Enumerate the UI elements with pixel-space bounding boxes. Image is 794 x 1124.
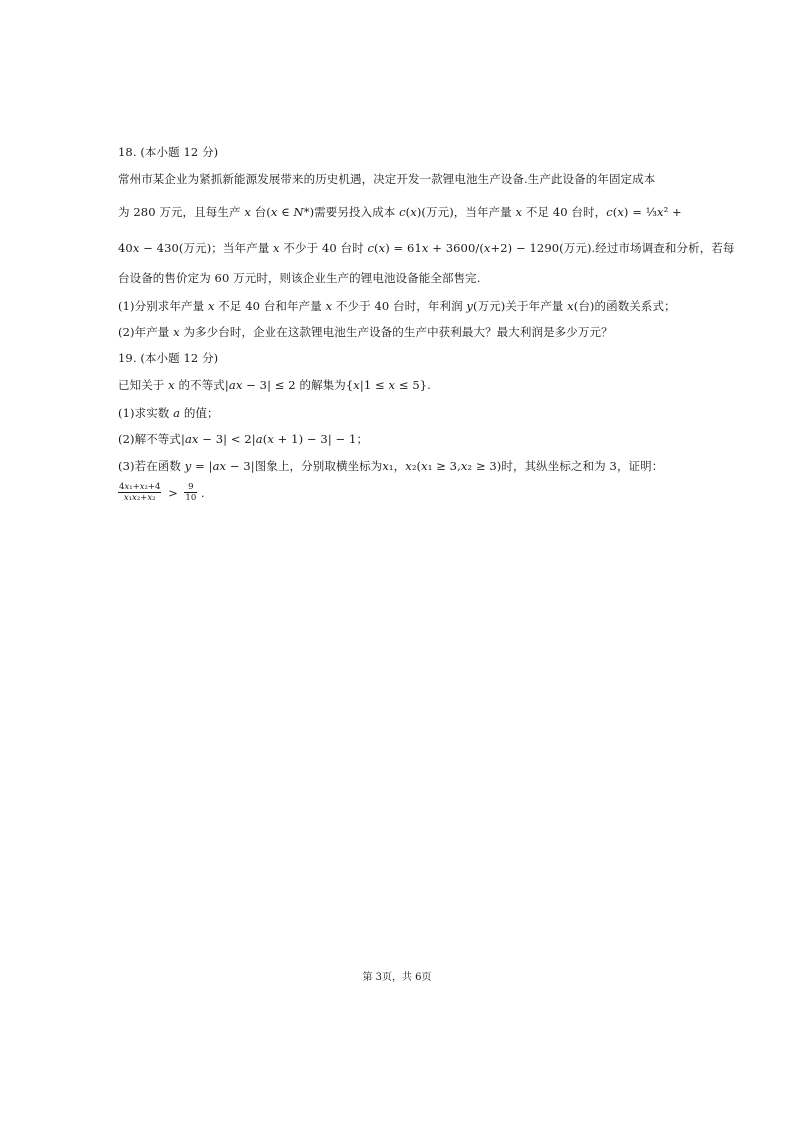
- page-footer: 第 3页，共 6页: [362, 972, 432, 983]
- left-numerator: 4𝑥₁+𝑥₂+4: [119, 482, 161, 492]
- right-numerator: 9: [184, 482, 197, 493]
- inequality-operator: >: [168, 485, 178, 500]
- q18-part-1: (1)分别求年产量 𝑥 不足 40 台和年产量 𝑥 不少于 40 台时，年利润 𝑦(万元)关于年产量 𝑥(台)的函数关系式；: [118, 299, 676, 313]
- q18-line-3: 40𝑥 − 430(万元)；当年产量 𝑥 不少于 40 台时 𝑐(𝑥) = 61𝑥 + 3600/(𝑥+2) − 1290(万元).经过市场调查和分析，若每: [118, 241, 735, 255]
- q19-line-1: 已知关于 𝑥 的不等式|𝑎𝑥 − 3| ≤ 2 的解集为{𝑥|1 ≤ 𝑥 ≤ 5}.: [118, 378, 431, 392]
- q19-inequality: [118, 482, 208, 503]
- q19-part-1: (1)求实数 𝑎 的值；: [118, 406, 219, 420]
- q19-part-3: (3)若在函数 𝑦 = |𝑎𝑥 − 3|图象上，分别取横坐标为𝑥₁，𝑥₂(𝑥₁ ≥ 3,𝑥₂ ≥ 3)时，其纵坐标之和为 3，证明：: [118, 459, 664, 473]
- q19-part-2: (2)解不等式|𝑎𝑥 − 3| < 2|𝑎(𝑥 + 1) − 3| − 1；: [118, 432, 369, 446]
- right-denominator: 10: [185, 493, 197, 503]
- left-fraction: [118, 482, 161, 503]
- right-fraction: [184, 482, 197, 503]
- inequality-period: .: [200, 485, 205, 500]
- q18-part-2: (2)年产量 𝑥 为多少台时，企业在这款锂电池生产设备的生产中获利最大？最大利润是多少万元？: [118, 325, 613, 339]
- q18-line-1: 常州市某企业为紧抓新能源发展带来的历史机遇，决定开发一款锂电池生产设备.生产此设备的年固定成本: [118, 172, 656, 186]
- q18-line-2: 为 280 万元，且每生产 𝑥 台(𝑥 ∈ 𝑁*)需要另投入成本 𝑐(𝑥)(万元)，当年产量 𝑥 不足 40 台时，𝑐(𝑥) = ⅓𝑥² +: [118, 205, 682, 219]
- q19-heading: 19. (本小题 12 分): [118, 351, 219, 365]
- left-denominator: 𝑥₁𝑥₂+𝑥₂: [123, 493, 156, 503]
- q18-heading: 18. (本小题 12 分): [118, 145, 219, 159]
- q18-line-4: 台设备的售价定为 60 万元时，则该企业生产的锂电池设备能全部售完.: [118, 271, 481, 285]
